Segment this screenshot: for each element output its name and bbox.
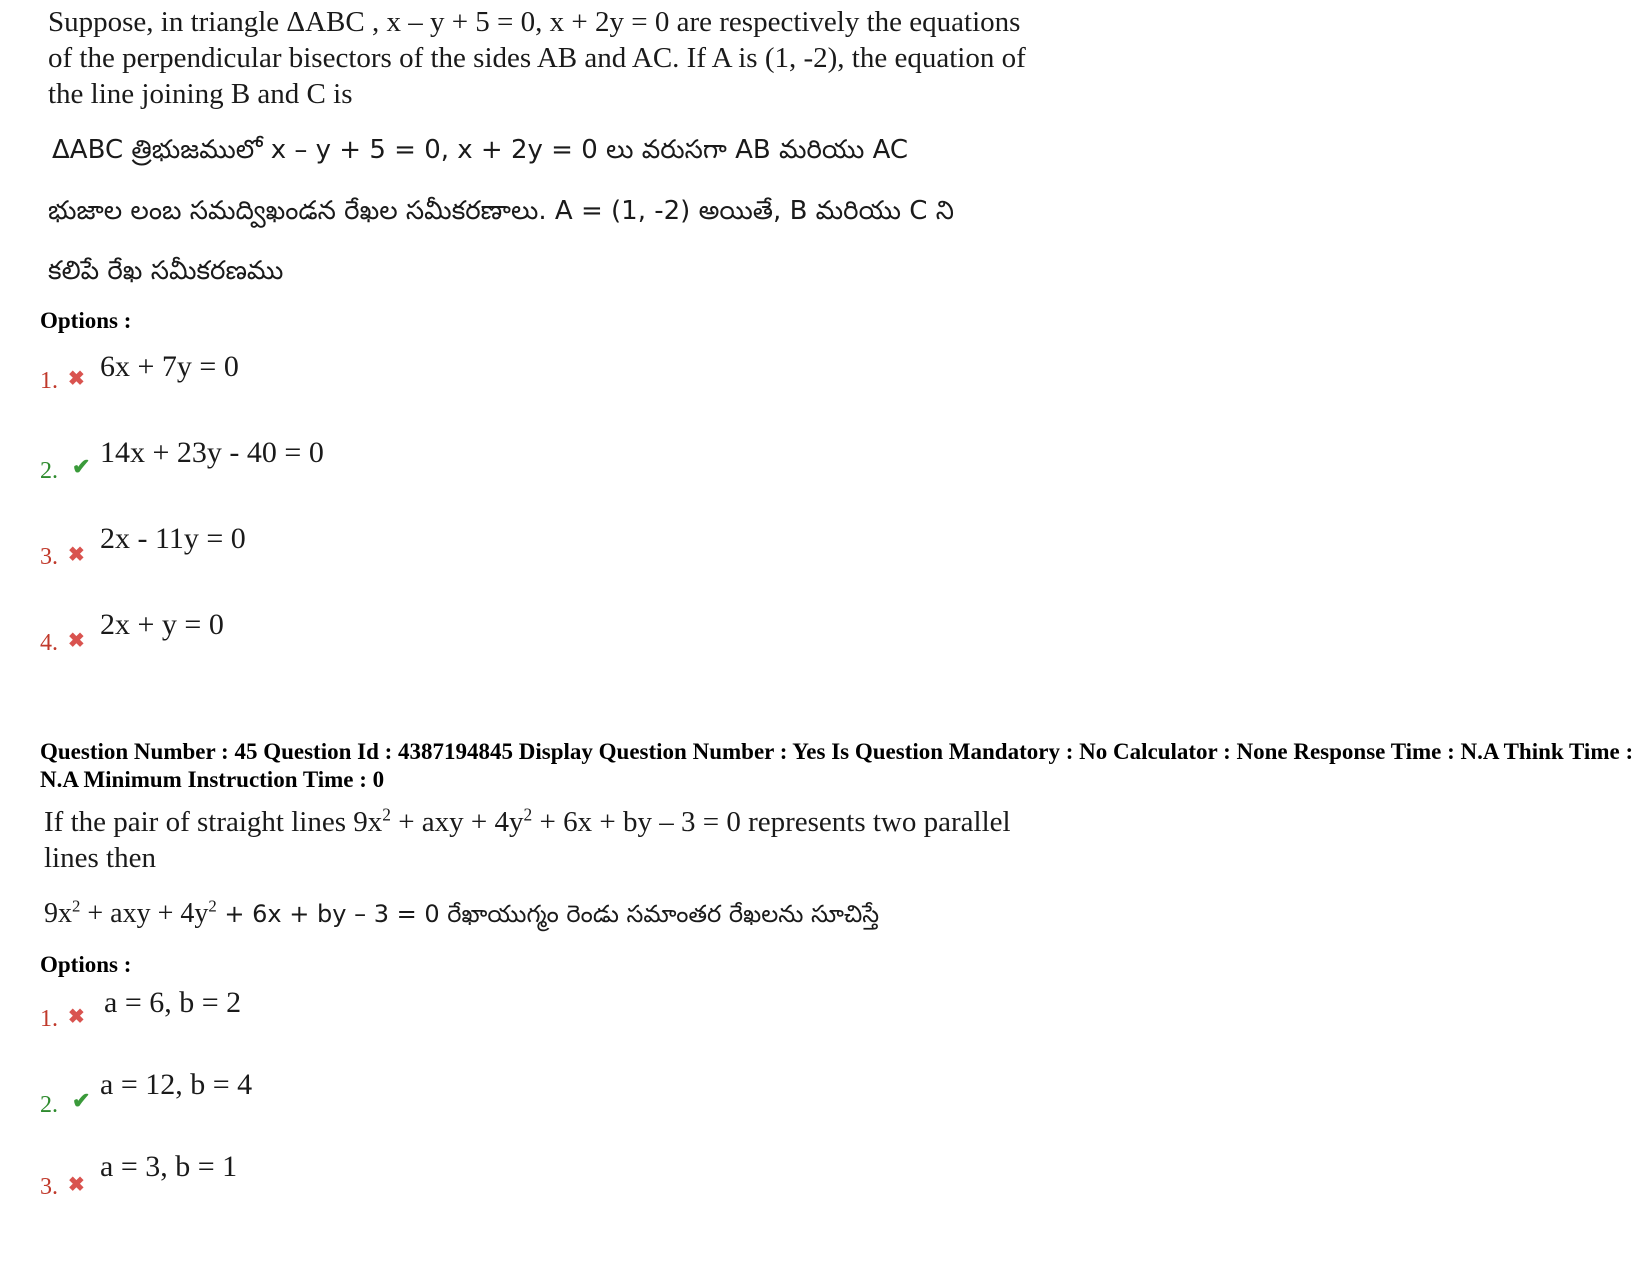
q45-options-label: Options : bbox=[40, 952, 132, 977]
option-number: 3. bbox=[40, 544, 58, 570]
q45-metadata: Question Number : 45 Question Id : 4387194845 Display Question Number : Yes Is Question Mandatory : No Calculator : None Response Time : N.A Think Time : N.A Minimum Instruction Time : 0 bbox=[40, 739, 1634, 792]
exponent: 2 bbox=[72, 896, 81, 916]
option-text: a = 6, b = 2 bbox=[104, 986, 242, 1019]
option-number: 1. bbox=[40, 368, 58, 394]
q44-telugu-line-1: ΔABC త్రిభుజములో x – y + 5 = 0, x + 2y = 0 లు వరుసగా AB మరియు AC bbox=[52, 135, 909, 165]
q44-text-line-3: the line joining B and C is bbox=[48, 78, 353, 110]
option-number: 1. bbox=[40, 1006, 58, 1032]
q45-text-line-1 bbox=[44, 804, 1011, 840]
q44-text-line-2: of the perpendicular bisectors of the sides AB and AC. If A is (1, -2), the equation of bbox=[48, 42, 1026, 74]
q45-text-line-2: lines then bbox=[44, 842, 156, 874]
option-text: a = 12, b = 4 bbox=[100, 1068, 253, 1101]
wrong-icon: ✖ bbox=[68, 1006, 85, 1028]
exponent: 2 bbox=[382, 804, 391, 825]
wrong-icon: ✖ bbox=[68, 368, 85, 390]
q44-telugu-line-3: కలిపే రేఖ సమీకరణము bbox=[48, 256, 284, 286]
wrong-icon: ✖ bbox=[68, 544, 85, 566]
option-number: 2. bbox=[40, 458, 58, 484]
option-text: 6x + 7y = 0 bbox=[100, 350, 239, 383]
exponent: 2 bbox=[208, 896, 217, 916]
exponent: 2 bbox=[523, 804, 533, 825]
q44-text-line-1: Suppose, in triangle ΔABC , x – y + 5 = 0, x + 2y = 0 are respectively the equations bbox=[48, 6, 1021, 38]
q45-telugu-part: 9x bbox=[44, 898, 72, 929]
option-number: 2. bbox=[40, 1092, 58, 1118]
option-number: 3. bbox=[40, 1174, 58, 1200]
q45-telugu-line bbox=[44, 896, 879, 932]
q45-telugu-part: + axy + 4y bbox=[80, 898, 209, 929]
q44-telugu-line-2: భుజాల లంబ సమద్విఖండన రేఖల సమీకరణాలు. A = (1, -2) అయితే, B మరియు C ని bbox=[48, 196, 954, 226]
check-icon: ✔ bbox=[72, 454, 91, 479]
check-icon: ✔ bbox=[72, 1088, 91, 1113]
q45-text-part: If the pair of straight lines 9x bbox=[44, 806, 383, 838]
q44-options-label: Options : bbox=[40, 308, 132, 333]
option-text: 2x - 11y = 0 bbox=[100, 522, 246, 555]
wrong-icon: ✖ bbox=[68, 1174, 85, 1196]
option-text: 2x + y = 0 bbox=[100, 608, 224, 641]
q45-text-part: + 6x + by – 3 = 0 represents two parallel bbox=[532, 806, 1011, 838]
wrong-icon: ✖ bbox=[68, 630, 85, 652]
q45-telugu-part: + 6x + by – 3 = 0 రేఖాయుగ్మం రెండు సమాంతర రేఖలను సూచిస్తే bbox=[216, 900, 880, 928]
q45-text-part: + axy + 4y bbox=[390, 806, 524, 838]
option-text: a = 3, b = 1 bbox=[100, 1150, 238, 1183]
option-number: 4. bbox=[40, 630, 58, 656]
option-text: 14x + 23y - 40 = 0 bbox=[100, 436, 324, 469]
